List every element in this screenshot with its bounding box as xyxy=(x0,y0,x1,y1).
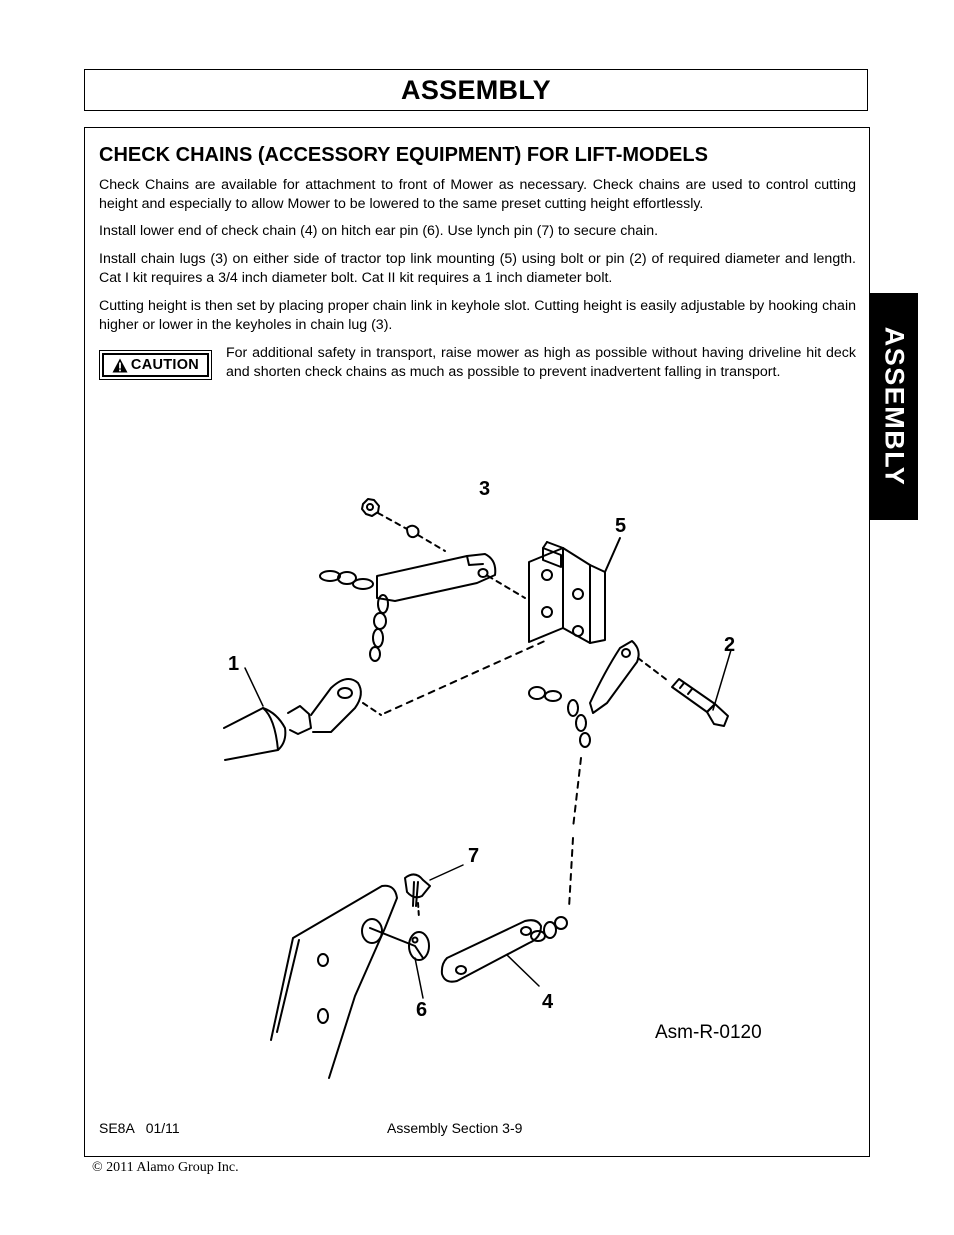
chain-lug-upper xyxy=(320,499,525,661)
check-chain-lower xyxy=(442,917,567,986)
paragraph-intro: Check Chains are available for attachment to front of Mower as necessary. Check chains are used to control cutting height and especially to allow Mower to be lowered to the same preset cutting height effortlessly. xyxy=(99,177,856,212)
callout-5: 5 xyxy=(615,515,627,537)
footer-page-ref: Assembly Section 3-9 xyxy=(387,1120,523,1136)
page-title: ASSEMBLY xyxy=(401,74,551,105)
bolt xyxy=(672,650,731,726)
callout-3: 3 xyxy=(479,478,491,500)
side-tab-label: ASSEMBLY xyxy=(879,326,910,487)
callout-4: 4 xyxy=(542,991,554,1013)
callout-2: 2 xyxy=(724,634,736,656)
callout-6: 6 xyxy=(416,999,428,1021)
content-box xyxy=(84,127,870,1157)
top-link xyxy=(224,640,547,760)
header-box xyxy=(84,69,868,111)
callout-7: 7 xyxy=(468,845,480,867)
paragraph-chain-lugs: Install chain lugs (3) on either side of tractor top link mounting (5) using bolt or pin (2) of required diameter and length. Cat I kit requires a 3/4 inch diameter bolt. Cat II kit requires a 1 inch diameter bolt. xyxy=(99,251,856,286)
footer-model-date: SE8A 01/11 xyxy=(99,1120,180,1136)
caution-label: CAUTION xyxy=(130,357,200,373)
chain-lug-right xyxy=(529,641,731,908)
top-link-mounting-bracket xyxy=(529,538,620,643)
paragraph-lower-end: Install lower end of check chain (4) on hitch ear pin (6). Use lynch pin (7) to secure chain. xyxy=(99,223,659,239)
section-heading: CHECK CHAINS (ACCESSORY EQUIPMENT) FOR LIFT-MODELS xyxy=(99,144,708,166)
callout-1: 1 xyxy=(228,653,240,675)
lynch-pin xyxy=(405,865,463,918)
side-tab xyxy=(869,293,918,520)
caution-text: For additional safety in transport, raise mower as high as possible without having driveline hit deck and shorten check chains as much as possible to prevent inadvertent falling in transport. xyxy=(226,345,856,380)
figure-reference: Asm-R-0120 xyxy=(655,1022,762,1043)
hitch-ear-pin-assembly xyxy=(271,886,429,1078)
copyright: © 2011 Alamo Group Inc. xyxy=(92,1160,239,1175)
paragraph-cutting-height: Cutting height is then set by placing proper chain link in keyhole slot. Cutting height is easily adjustable by hooking chain higher or lower in the keyholes in chain lug (3). xyxy=(99,298,856,333)
check-chain-assembly-figure xyxy=(85,128,869,1156)
